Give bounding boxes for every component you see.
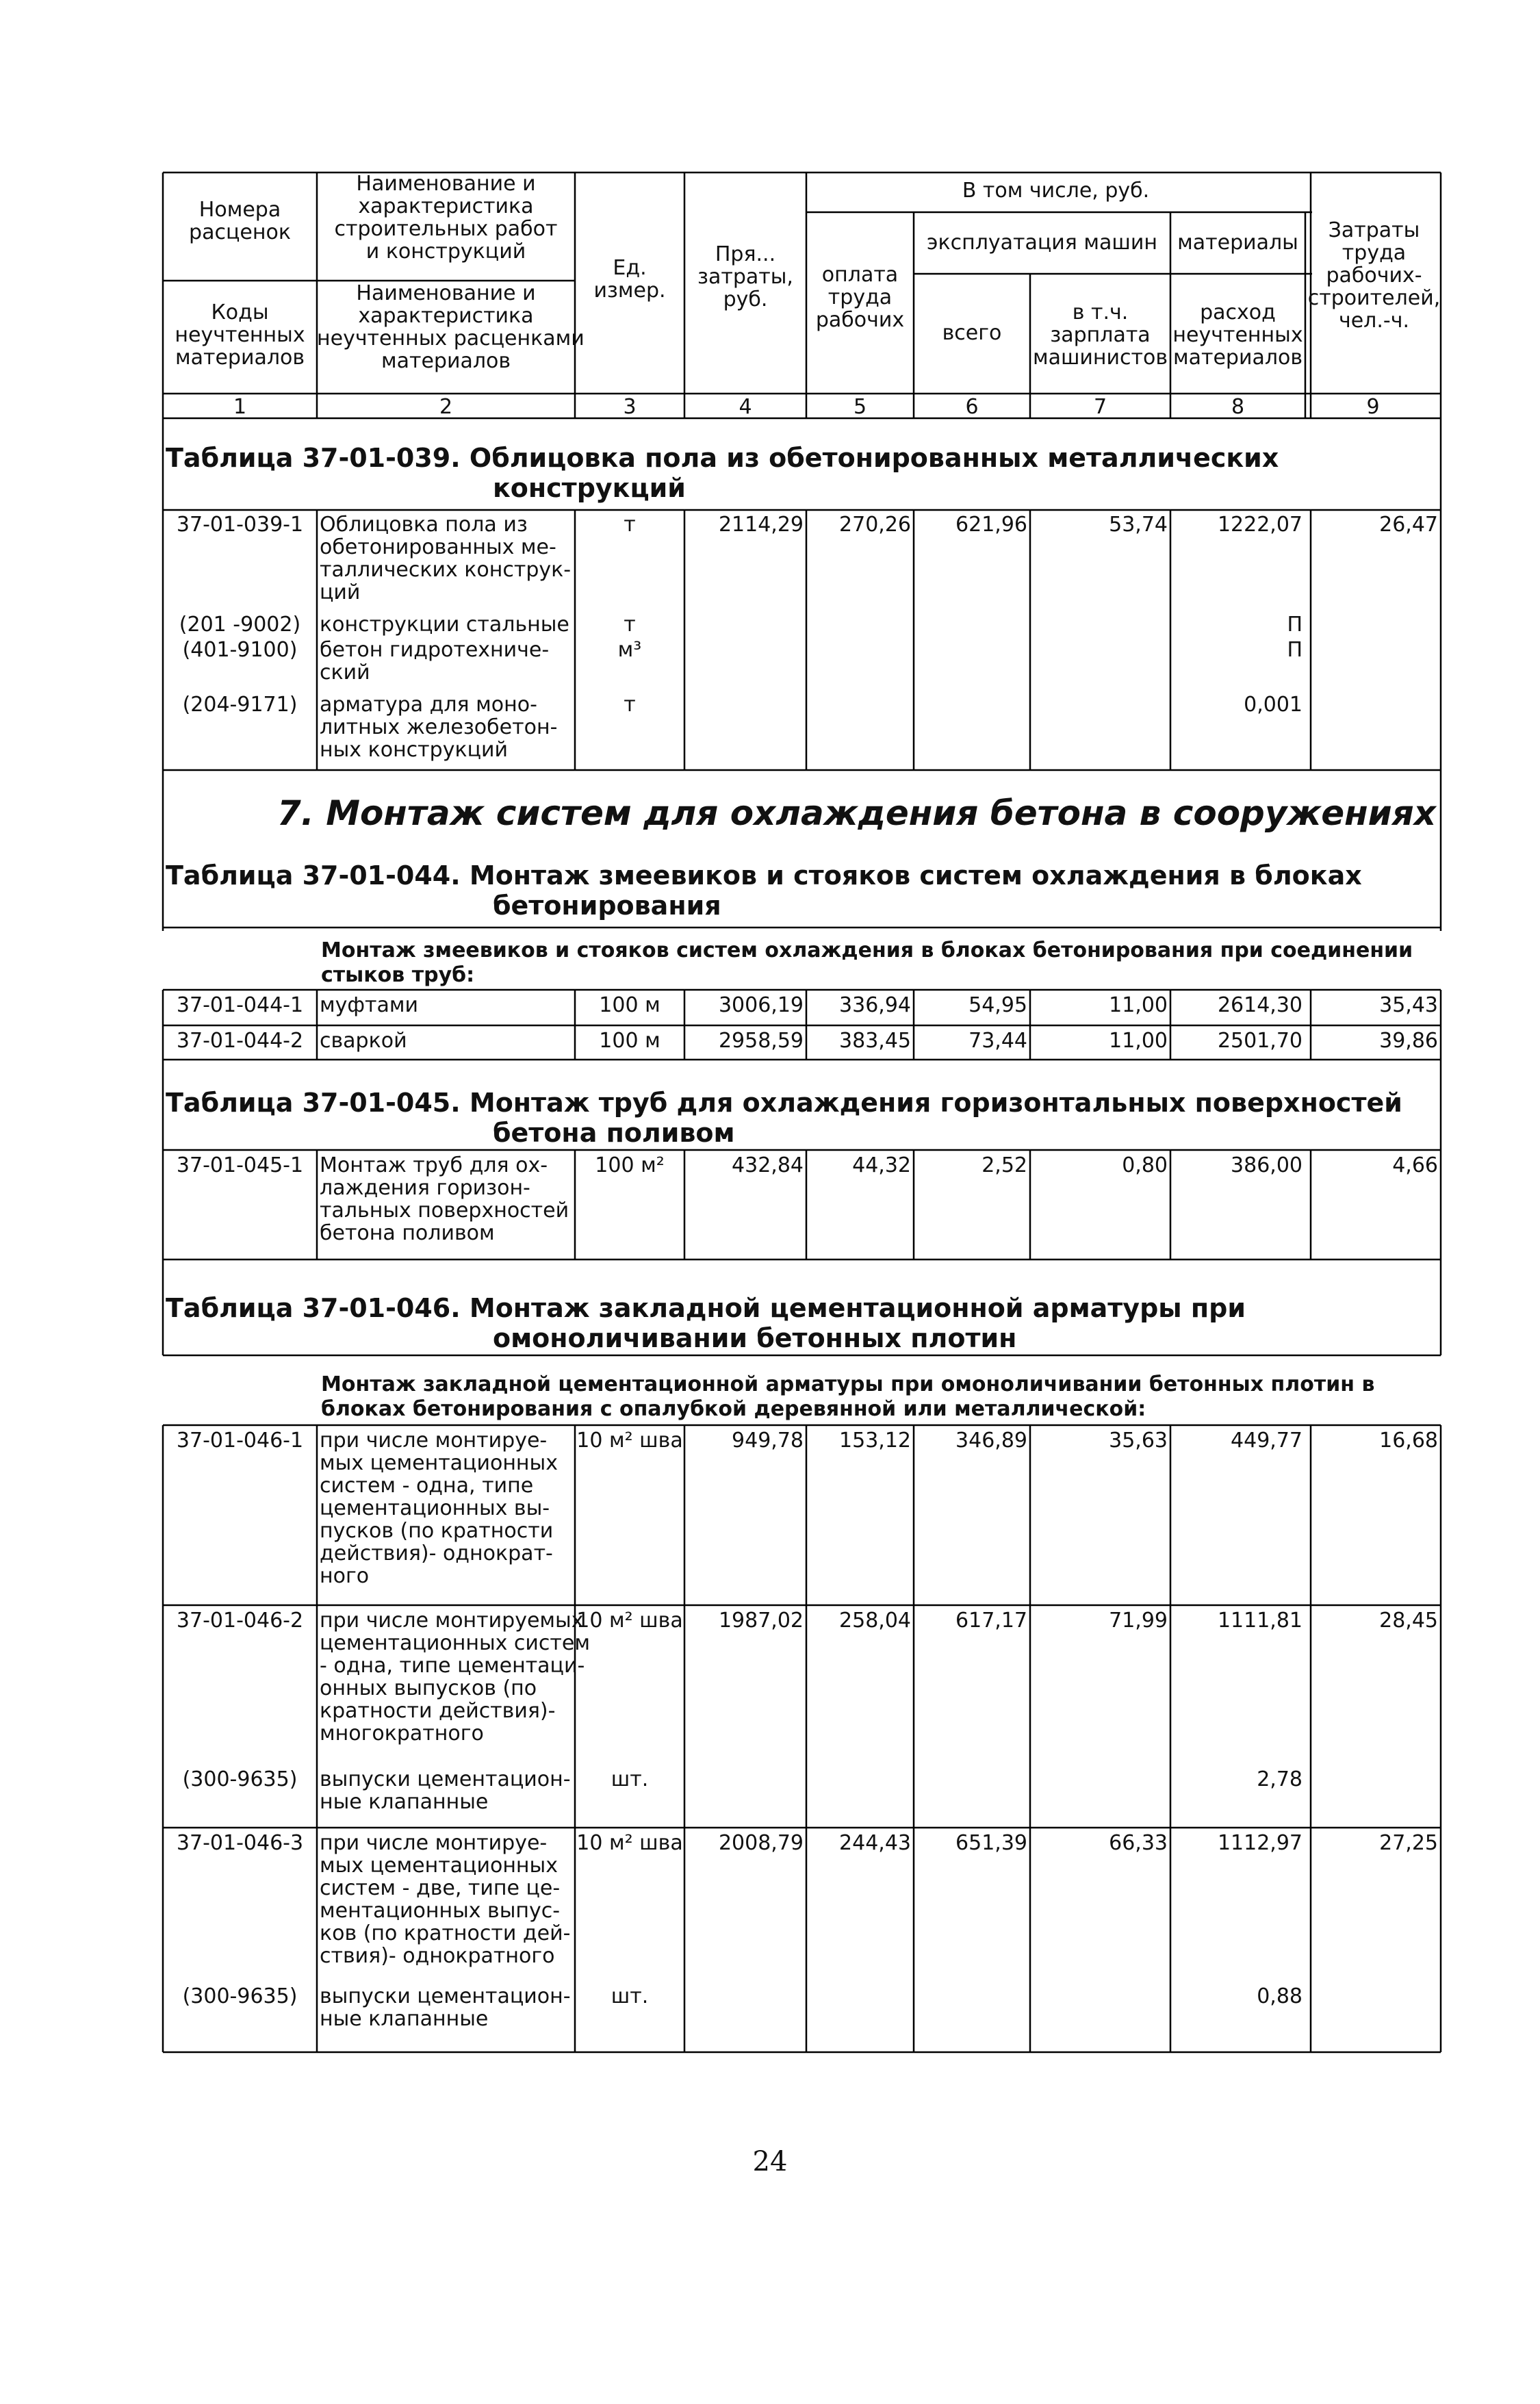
header-col1-bottom: Коды неучтенных материалов	[175, 300, 305, 370]
header-unit: Ед. измер.	[593, 256, 666, 303]
rate-labor-hours: 26,47	[1379, 513, 1438, 537]
rate-name: Монтаж труб для ох- лаждения горизон- тальных поверхностей бетона поливом	[320, 1153, 569, 1245]
table-046-title-line2: омоноличивании бетонных плотин	[493, 1323, 1017, 1353]
rate-code: (201 -9002)	[179, 613, 301, 637]
rate-code: 37-01-046-1	[176, 1429, 304, 1453]
rate-unit: 100 м²	[595, 1153, 665, 1177]
rate-operator-wage: 35,63	[1109, 1429, 1168, 1453]
rate-operator-wage: 53,74	[1109, 513, 1168, 537]
rate-unit: т	[624, 513, 636, 537]
rate-machines: 2,52	[981, 1153, 1027, 1177]
rate-machines: 621,96	[955, 513, 1027, 537]
rate-machines: 617,17	[955, 1609, 1027, 1633]
rate-operator-wage: 11,00	[1109, 993, 1168, 1017]
rate-machines: 73,44	[968, 1029, 1027, 1053]
rate-code: 37-01-045-1	[176, 1153, 304, 1177]
page-number: 24	[752, 2146, 788, 2177]
rate-code: (300-9635)	[182, 1984, 298, 2008]
rate-operator-wage: 71,99	[1109, 1609, 1168, 1633]
header-labor-hours: Затраты труда рабочих- строителей, чел.-ч.	[1307, 218, 1441, 333]
rate-labor: 153,12	[839, 1429, 911, 1453]
rate-name: при числе монтируемых цементационных систем - одна, типе цементаци- онных выпусков (по кратности действия)- многократного	[320, 1609, 590, 1746]
header-number: 7	[1093, 395, 1107, 419]
rate-unit: 10 м² шва	[576, 1429, 683, 1453]
rate-labor-hours: 4,66	[1392, 1153, 1438, 1177]
rate-materials: 1222,07	[1217, 513, 1302, 537]
table-045-title-line2: бетона поливом	[493, 1118, 735, 1148]
rate-labor: 258,04	[839, 1609, 911, 1633]
rate-name: при числе монтируе- мых цементационных систем - одна, типе цементационных вы- пусков (по кратности действия)- однократ- ного	[320, 1429, 558, 1588]
header-labor: оплата труда рабочих	[815, 263, 905, 332]
table-044-intro-line2: стыков труб:	[321, 963, 475, 987]
header-materials: материалы	[1177, 231, 1298, 255]
table-039-title-line2: конструкций	[493, 473, 686, 503]
table-046-intro: Монтаж закладной цементационной арматуры при омоноличивании бетонных плотин в	[321, 1372, 1375, 1396]
table-039-title: Таблица 37-01-039. Облицовка пола из обетонированных металлических	[166, 443, 1279, 473]
rate-unit: шт.	[611, 1984, 649, 2008]
rate-direct-costs: 2114,29	[718, 513, 804, 537]
header-number: 4	[739, 395, 752, 419]
rate-labor-hours: 35,43	[1379, 993, 1438, 1017]
rate-code: 37-01-046-3	[176, 1831, 304, 1855]
header-machines-total: всего	[942, 321, 1002, 345]
header-number: 5	[853, 395, 867, 419]
rate-name: арматура для моно- литных железобетон- ных конструкций	[320, 693, 558, 762]
rate-name: выпуски цементацион- ные клапанные	[320, 1984, 571, 2031]
rate-unit: 10 м² шва	[576, 1831, 683, 1855]
header-number: 6	[965, 395, 979, 419]
rate-unit: 100 м	[599, 1029, 660, 1053]
rate-code: 37-01-039-1	[176, 513, 304, 537]
rate-code: (401-9100)	[182, 638, 298, 662]
header-direct-costs: Пря... затраты, руб.	[697, 242, 793, 311]
rate-materials: 386,00	[1231, 1153, 1302, 1177]
rate-unit: м³	[617, 638, 642, 662]
header-number: 2	[439, 395, 453, 419]
table-046-intro-line2: блоках бетонирования с опалубкой деревянной или металлической:	[321, 1397, 1146, 1421]
rate-labor-hours: 39,86	[1379, 1029, 1438, 1053]
section-7-heading: 7. Монтаж систем для охлаждения бетона в сооружениях	[277, 793, 1437, 833]
header-material-use: расход неучтенных материалов	[1172, 300, 1303, 370]
rate-materials: П	[1287, 638, 1302, 662]
rate-materials: 1112,97	[1217, 1831, 1302, 1855]
rate-labor: 270,26	[839, 513, 911, 537]
rate-name: сваркой	[320, 1029, 407, 1053]
table-044-title: Таблица 37-01-044. Монтаж змеевиков и стояков систем охлаждения в блоках	[166, 860, 1362, 891]
header-col2-top: Наименование и характеристика строительных работ и конструкций	[334, 172, 558, 264]
rate-materials: 1111,81	[1217, 1609, 1302, 1633]
header-operator-wage: в т.ч. зарплата машинистов	[1032, 300, 1168, 370]
rate-direct-costs: 949,78	[732, 1429, 804, 1453]
rate-labor: 244,43	[839, 1831, 911, 1855]
rate-direct-costs: 432,84	[732, 1153, 804, 1177]
header-col2-bottom: Наименование и характеристика неучтенных расценками материалов	[317, 281, 585, 373]
rate-name: Облицовка пола из обетонированных ме- таллических конструк- ций	[320, 513, 572, 604]
rate-materials: 449,77	[1231, 1429, 1302, 1453]
rate-unit: 100 м	[599, 993, 660, 1017]
table-045-title: Таблица 37-01-045. Монтаж труб для охлаждения горизонтальных поверхностей	[166, 1088, 1402, 1118]
rate-unit: т	[624, 613, 636, 637]
rate-materials: 2,78	[1257, 1767, 1302, 1791]
table-046-title: Таблица 37-01-046. Монтаж закладной цементационной арматуры при	[166, 1293, 1246, 1323]
rate-direct-costs: 2008,79	[718, 1831, 804, 1855]
rate-name: конструкции стальные	[320, 613, 569, 637]
rate-labor-hours: 27,25	[1379, 1831, 1438, 1855]
rate-direct-costs: 1987,02	[718, 1609, 804, 1633]
rate-code: 37-01-046-2	[176, 1609, 304, 1633]
rate-direct-costs: 2958,59	[718, 1029, 804, 1053]
header-number: 9	[1366, 395, 1380, 419]
table-044-title-line2: бетонирования	[493, 891, 721, 921]
rate-unit: 10 м² шва	[576, 1609, 683, 1633]
rate-materials: 0,001	[1244, 693, 1302, 717]
header-number: 1	[233, 395, 247, 419]
rate-labor: 383,45	[839, 1029, 911, 1053]
table-044-intro: Монтаж змеевиков и стояков систем охлаждения в блоках бетонирования при соединении	[321, 938, 1413, 962]
rate-direct-costs: 3006,19	[718, 993, 804, 1017]
rate-materials: 0,88	[1257, 1984, 1302, 2008]
rate-labor-hours: 28,45	[1379, 1609, 1438, 1633]
rate-machines: 651,39	[955, 1831, 1027, 1855]
rate-name: при числе монтируе- мых цементационных систем - две, типе це- ментационных выпус- ков (по кратности дей- ствия)- однократного	[320, 1831, 571, 1968]
rate-unit: т	[624, 693, 636, 717]
rate-name: муфтами	[320, 993, 419, 1017]
header-number: 3	[623, 395, 637, 419]
header-col1-top: Номера расценок	[189, 198, 291, 244]
rate-materials: 2614,30	[1217, 993, 1302, 1017]
header-machines: эксплуатация машин	[927, 231, 1157, 255]
rate-code: 37-01-044-1	[176, 993, 304, 1017]
rate-unit: шт.	[611, 1767, 649, 1791]
header-group: В том числе, руб.	[962, 179, 1150, 203]
rate-labor-hours: 16,68	[1379, 1429, 1438, 1453]
rate-code: (204-9171)	[182, 693, 298, 717]
rate-machines: 54,95	[968, 993, 1027, 1017]
rate-code: (300-9635)	[182, 1767, 298, 1791]
rate-labor: 336,94	[839, 993, 911, 1017]
rate-labor: 44,32	[852, 1153, 911, 1177]
rate-operator-wage: 0,80	[1122, 1153, 1168, 1177]
rate-code: 37-01-044-2	[176, 1029, 304, 1053]
rate-name: бетон гидротехниче- ский	[320, 638, 550, 685]
rate-name: выпуски цементацион- ные клапанные	[320, 1767, 571, 1814]
rate-operator-wage: 66,33	[1109, 1831, 1168, 1855]
header-number: 8	[1231, 395, 1245, 419]
rate-materials: 2501,70	[1217, 1029, 1302, 1053]
rate-materials: П	[1287, 613, 1302, 637]
rate-operator-wage: 11,00	[1109, 1029, 1168, 1053]
rate-machines: 346,89	[955, 1429, 1027, 1453]
